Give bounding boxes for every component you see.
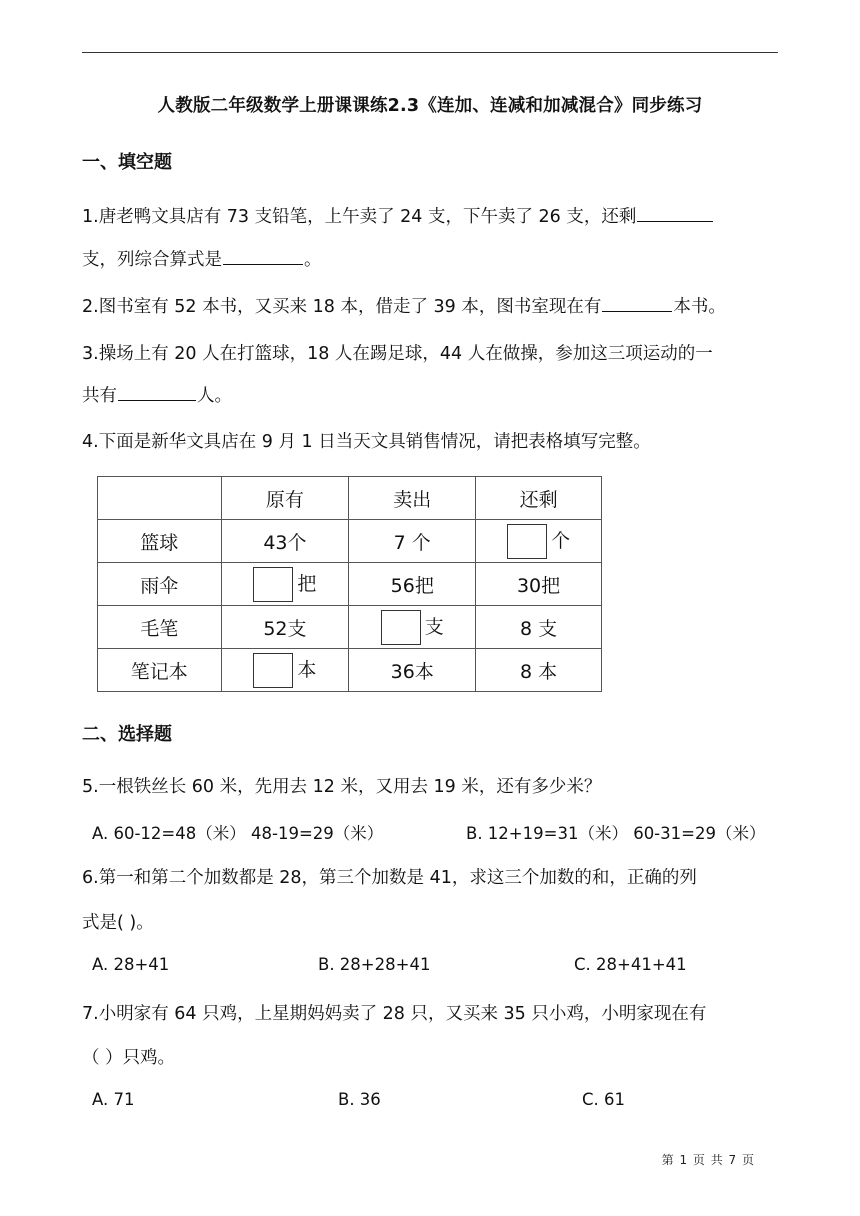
header-rule <box>82 52 778 53</box>
question-6-option-a[interactable]: A. 28+41 <box>92 955 170 974</box>
table-cell: 52支 <box>221 606 349 649</box>
question-3-line-1 <box>82 340 713 365</box>
table-cell: 43个 <box>221 520 349 563</box>
table-row <box>98 520 602 563</box>
table-cell <box>476 520 602 563</box>
unit-label: 把 <box>297 572 317 595</box>
question-2-text-2: 本书。 <box>673 297 726 317</box>
table-cell: 36本 <box>349 649 476 692</box>
sales-table <box>97 476 602 692</box>
question-7-text: 7.小明家有 64 只鸡，上星期妈妈卖了 28 只，又买来 35 只小鸡，小明家现在有 <box>82 1004 707 1024</box>
table-header-row <box>98 477 602 520</box>
question-1-text-3: 。 <box>304 250 322 270</box>
question-7-option-a[interactable]: A. 71 <box>92 1090 135 1109</box>
table-cell <box>349 606 476 649</box>
answer-blank[interactable] <box>637 220 713 222</box>
table-row <box>98 606 602 649</box>
question-5-option-a[interactable]: A. 60-12=48（米） 48-19=29（米） <box>92 824 384 843</box>
unit-label: 个 <box>551 529 571 552</box>
question-4-text: 4.下面是新华文具店在 9 月 1 日当天文具销售情况，请把表格填写完整。 <box>82 432 651 452</box>
table-cell: 8 支 <box>476 606 602 649</box>
table-row <box>98 563 602 606</box>
table-cell: 7 个 <box>349 520 476 563</box>
table-cell: 56把 <box>349 563 476 606</box>
question-1-text-2: 支，列综合算式是 <box>82 250 222 270</box>
question-6-text: 6.第一和第二个加数都是 28，第三个加数是 41，求这三个加数的和，正确的列 <box>82 868 697 888</box>
question-1-line-1 <box>82 203 714 228</box>
answer-box[interactable] <box>381 610 421 645</box>
unit-label: 本 <box>297 658 317 681</box>
section-choice-title: 二、选择题 <box>82 724 172 745</box>
table-header-cell: 还剩 <box>476 477 602 520</box>
question-5-text: 5.一根铁丝长 60 米，先用去 12 米，又用去 19 米，还有多少米？ <box>82 777 602 797</box>
table-row-label: 篮球 <box>98 520 222 563</box>
table-header-cell: 卖出 <box>349 477 476 520</box>
table-header-cell: 原有 <box>221 477 349 520</box>
table-row <box>98 649 602 692</box>
question-4 <box>82 428 651 453</box>
question-3-text: 3.操场上有 20 人在打篮球，18 人在踢足球，44 人在做操，参加这三项运动的一 <box>82 344 713 364</box>
table-row-label: 毛笔 <box>98 606 222 649</box>
question-5-option-b[interactable]: B. 12+19=31（米） 60-31=29（米） <box>466 824 766 843</box>
question-5 <box>82 773 601 798</box>
question-3-line-2 <box>82 382 232 407</box>
answer-blank[interactable] <box>602 310 672 312</box>
question-3-text-2: 共有 <box>82 386 117 406</box>
table-cell <box>221 563 349 606</box>
table-row-label: 雨伞 <box>98 563 222 606</box>
question-7-line-1 <box>82 1000 706 1025</box>
question-6-line-2 <box>82 909 154 934</box>
answer-box[interactable] <box>253 567 293 602</box>
question-7-text-2: （ ）只鸡。 <box>82 1048 176 1068</box>
question-2-text: 2.图书室有 52 本书，又买来 18 本，借走了 39 本，图书室现在有 <box>82 297 602 317</box>
page-number: 第 1 页 共 7 页 <box>661 1153 755 1167</box>
table-cell <box>221 649 349 692</box>
question-6-line-1 <box>82 864 697 889</box>
question-1-text: 1.唐老鸭文具店有 73 支铅笔，上午卖了 24 支，下午卖了 26 支，还剩 <box>82 207 637 227</box>
question-6-option-c[interactable]: C. 28+41+41 <box>574 955 687 974</box>
question-7-option-b[interactable]: B. 36 <box>338 1090 381 1109</box>
table-row-label: 笔记本 <box>98 649 222 692</box>
question-6-option-b[interactable]: B. 28+28+41 <box>318 955 431 974</box>
question-2 <box>82 293 726 318</box>
table-cell: 30把 <box>476 563 602 606</box>
question-7-option-c[interactable]: C. 61 <box>582 1090 626 1109</box>
answer-box[interactable] <box>253 653 293 688</box>
unit-label: 支 <box>424 615 444 638</box>
question-7-line-2 <box>82 1044 175 1069</box>
table-corner-cell <box>98 477 222 520</box>
question-3-text-3: 人。 <box>197 386 232 406</box>
question-6-text-2: 式是( )。 <box>82 913 154 933</box>
table-cell: 8 本 <box>476 649 602 692</box>
page-title: 人教版二年级数学上册课课练2.3《连加、连减和加减混合》同步练习 <box>157 96 703 116</box>
answer-blank[interactable] <box>118 399 196 401</box>
question-1-line-2 <box>82 246 322 271</box>
answer-box[interactable] <box>507 524 547 559</box>
answer-blank[interactable] <box>223 263 303 265</box>
section-fill-in-title: 一、填空题 <box>82 152 172 173</box>
